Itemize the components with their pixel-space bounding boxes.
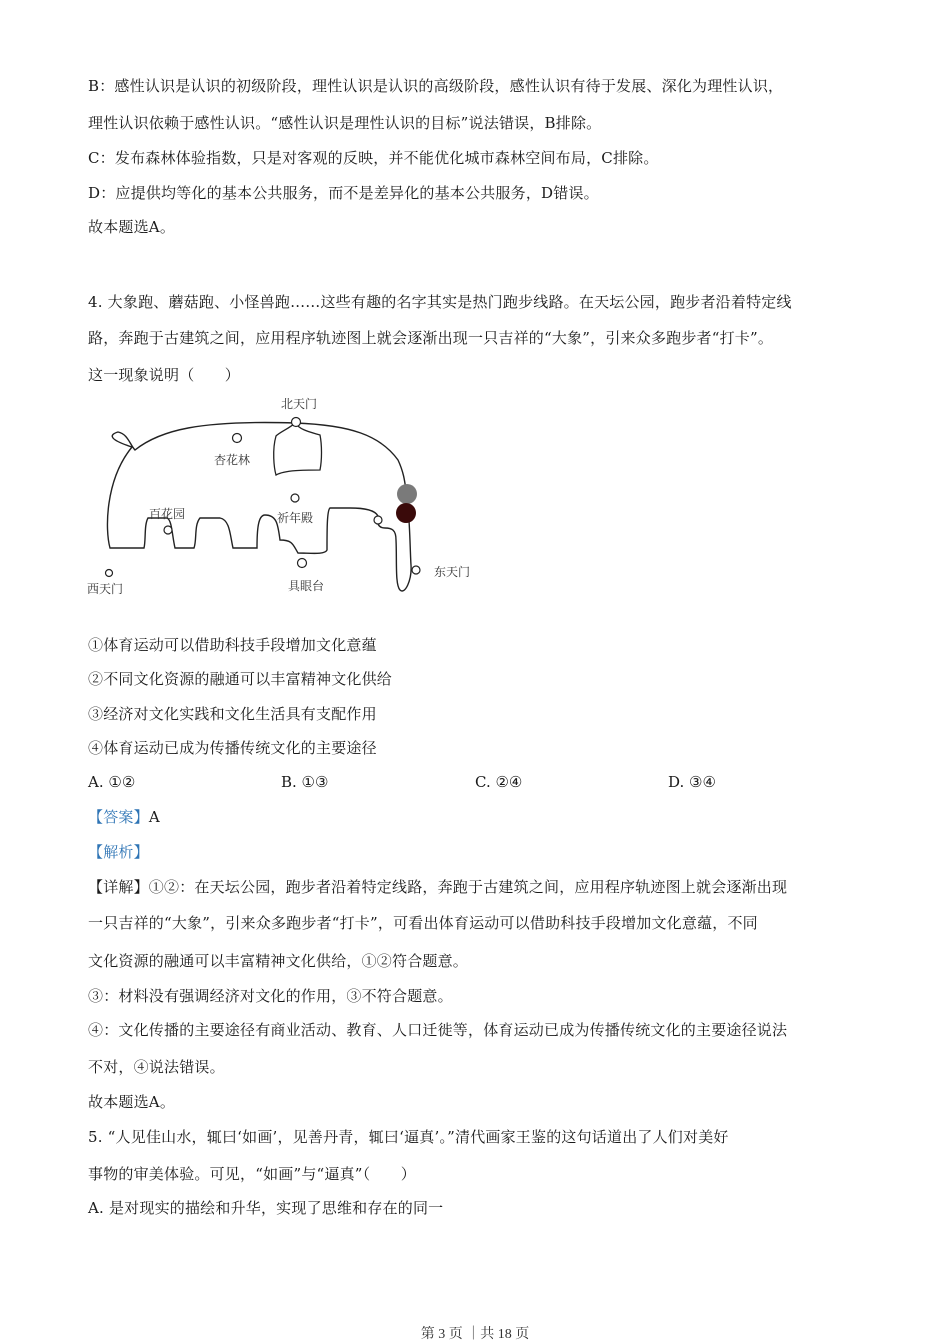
label-hall-of-prayer: 祈年殿	[277, 511, 314, 525]
detail-line3: 文化资源的融通可以丰富精神文化供给，①②符合题意。	[88, 952, 469, 970]
option-b: B. ①③	[281, 773, 329, 791]
option-c: C. ②④	[475, 773, 523, 791]
statement-2: ②不同文化资源的融通可以丰富精神文化供给	[88, 670, 393, 688]
detail-line5: ④：文化传播的主要途径有商业活动、教育、人口迁徙等，体育运动已成为传播传统文化的主要途径说法	[88, 1021, 788, 1039]
elephant-route-diagram	[80, 390, 480, 605]
detail-line6: 不对，④说法错误。	[88, 1058, 225, 1076]
statement-1: ①体育运动可以借助科技手段增加文化意蕴	[88, 636, 377, 654]
statement-4: ④体育运动已成为传播传统文化的主要途径	[88, 739, 377, 757]
option-d: D. ③④	[668, 773, 716, 791]
statement-3: ③经济对文化实践和文化生活具有支配作用	[88, 705, 377, 723]
analysis-label: 【解析】	[88, 843, 149, 861]
label-north-gate: 北天门	[281, 397, 318, 411]
detail-conclusion: 故本题选A。	[88, 1093, 176, 1111]
option-a: A. ①②	[88, 773, 136, 791]
runner-dot-upper	[397, 484, 417, 504]
label-hundred-flower-garden: 百花园	[149, 507, 186, 521]
runner-dot-lower	[396, 503, 416, 523]
label-apricot-grove: 杏花林	[214, 453, 251, 467]
q5-stem-line2: 事物的审美体验。可见，“如画”与“逼真”（ ）	[88, 1165, 416, 1183]
q4-stem-line2: 路，奔跑于古建筑之间，应用程序轨迹图上就会逐渐出现一只吉祥的“大象”，引来众多跑步者“打卡”。	[88, 329, 774, 347]
label-west-gate: 西天门	[87, 582, 124, 596]
q4-stem-line1: 4. 大象跑、蘑菇跑、小怪兽跑……这些有趣的名字其实是热门跑步线路。在天坛公园，跑步者沿着特定线	[88, 293, 792, 311]
answer-label: 【答案】	[88, 808, 149, 826]
q4-stem-line3: 这一现象说明（ ）	[88, 366, 241, 384]
detail-line4: ③：材料没有强调经济对文化的作用，③不符合题意。	[88, 987, 453, 1005]
analysis-conclusion: 故本题选A。	[88, 218, 176, 236]
analysis-b-line1: B：感性认识是认识的初级阶段，理性认识是认识的高级阶段，感性认识有待于发展、深化为理性认识，	[88, 77, 784, 95]
analysis-c-line: C：发布森林体验指数，只是对客观的反映，并不能优化城市森林空间布局，C排除。	[88, 149, 659, 167]
analysis-b-line2: 理性认识依赖于感性认识。“感性认识是理性认识的目标”说法错误，B排除。	[88, 114, 602, 132]
detail-line1: 【详解】①②：在天坛公园，跑步者沿着特定线路，奔跑于古建筑之间，应用程序轨迹图上就会逐渐出现	[88, 878, 788, 896]
page-footer: 第 3 页 ｜共 18 页	[420, 1327, 530, 1342]
label-east-gate: 东天门	[434, 565, 471, 579]
detail-line2: 一只吉祥的“大象”，引来众多跑步者“打卡”，可看出体育运动可以借助科技手段增加文化意蕴，不同	[88, 914, 758, 932]
answer-line	[88, 807, 160, 827]
analysis-d-line: D：应提供均等化的基本公共服务，而不是差异化的基本公共服务，D错误。	[88, 184, 599, 202]
q5-stem-line1: 5. “人见佳山水，辄曰‘如画’，见善丹青，辄曰‘逼真’。”清代画家王鉴的这句话道出了人们对美好	[88, 1128, 729, 1146]
q5-option-a: A. 是对现实的描绘和升华，实现了思维和存在的同一	[88, 1199, 444, 1217]
label-juyantai: 具眼台	[288, 579, 325, 593]
answer-value: A	[148, 808, 160, 826]
